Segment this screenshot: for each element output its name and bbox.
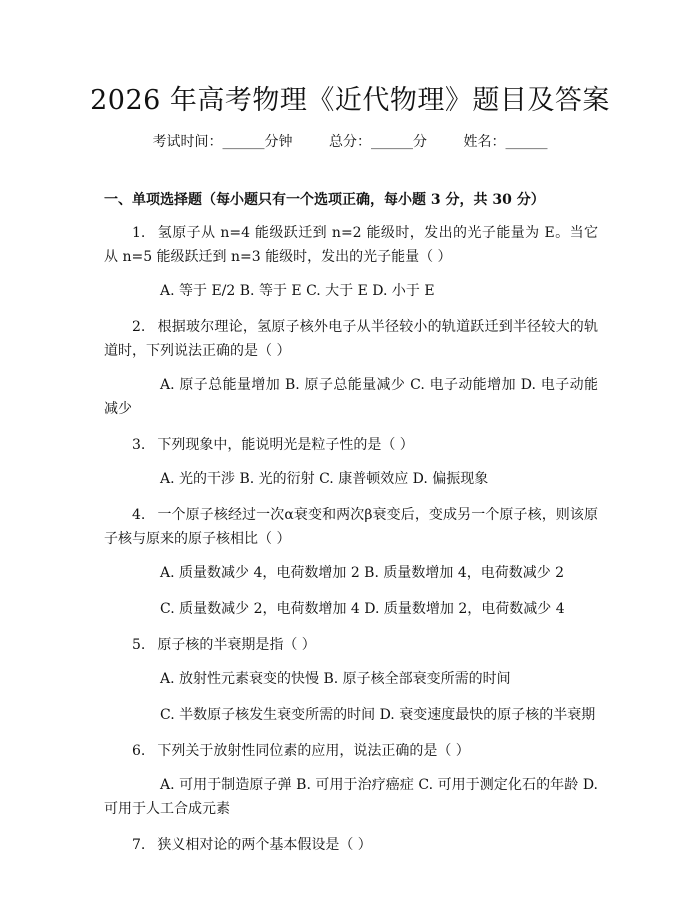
exam-meta (0, 133, 700, 151)
question-stem: 7. 狭义相对论的两个基本假设是（ ） (132, 837, 372, 853)
question-stem: 3. 下列现象中，能说明光是粒子性的是（ ） (132, 437, 414, 453)
page-title: 2026 年高考物理《近代物理》题目及答案 (90, 85, 610, 116)
question-item (104, 633, 598, 727)
question-item (104, 503, 598, 621)
question-options: A. 光的干涉 B. 光的衍射 C. 康普顿效应 D. 偏振现象 (160, 471, 489, 487)
question-item (104, 315, 598, 421)
question-stem: 5. 原子核的半衰期是指（ ） (132, 637, 316, 653)
section-heading: 一、单项选择题（每小题只有一个选项正确，每小题 3 分，共 30 分） (104, 192, 545, 208)
question-options: A. 等于 E/2 B. 等于 E C. 大于 E D. 小于 E (160, 283, 435, 299)
question-options: A. 原子总能量增加 B. 原子总能量减少 C. 电子动能增加 D. 电子动能减少 (104, 377, 598, 417)
question-stem: 6. 下列关于放射性同位素的应用，说法正确的是（ ） (132, 743, 470, 759)
question-options: C. 质量数减少 2，电荷数增加 4 D. 质量数增加 2，电荷数减少 4 (160, 601, 565, 617)
question-stem: 4. 一个原子核经过一次α衰变和两次β衰变后，变成另一个原子核，则该原子核与原来的原子核相比（ ） (104, 507, 598, 547)
question-item (104, 221, 598, 303)
question-item (104, 433, 598, 491)
question-item (104, 739, 598, 821)
question-options: C. 半数原子核发生衰变所需的时间 D. 衰变速度最快的原子核的半衰期 (160, 707, 596, 723)
total-score-field: 总分：______分 (329, 134, 427, 150)
question-options: A. 质量数减少 4，电荷数增加 2 B. 质量数增加 4，电荷数减少 2 (160, 565, 565, 581)
question-item (104, 833, 598, 857)
question-list (104, 221, 598, 867)
question-options: A. 放射性元素衰变的快慢 B. 原子核全部衰变所需的时间 (160, 671, 511, 687)
question-stem: 2. 根据玻尔理论，氢原子核外电子从半径较小的轨道跃迁到半径较大的轨道时，下列说法正确的是（ ） (104, 319, 598, 359)
question-options: A. 可用于制造原子弹 B. 可用于治疗癌症 C. 可用于测定化石的年龄 D. 可用于人工合成元素 (104, 777, 598, 817)
exam-time-field: 考试时间：______分钟 (152, 134, 293, 150)
student-name-field: 姓名：______ (463, 134, 548, 150)
question-stem: 1. 氢原子从 n=4 能级跃迁到 n=2 能级时，发出的光子能量为 E。当它从 n=5 能级跃迁到 n=3 能级时，发出的光子能量（ ） (104, 225, 598, 265)
